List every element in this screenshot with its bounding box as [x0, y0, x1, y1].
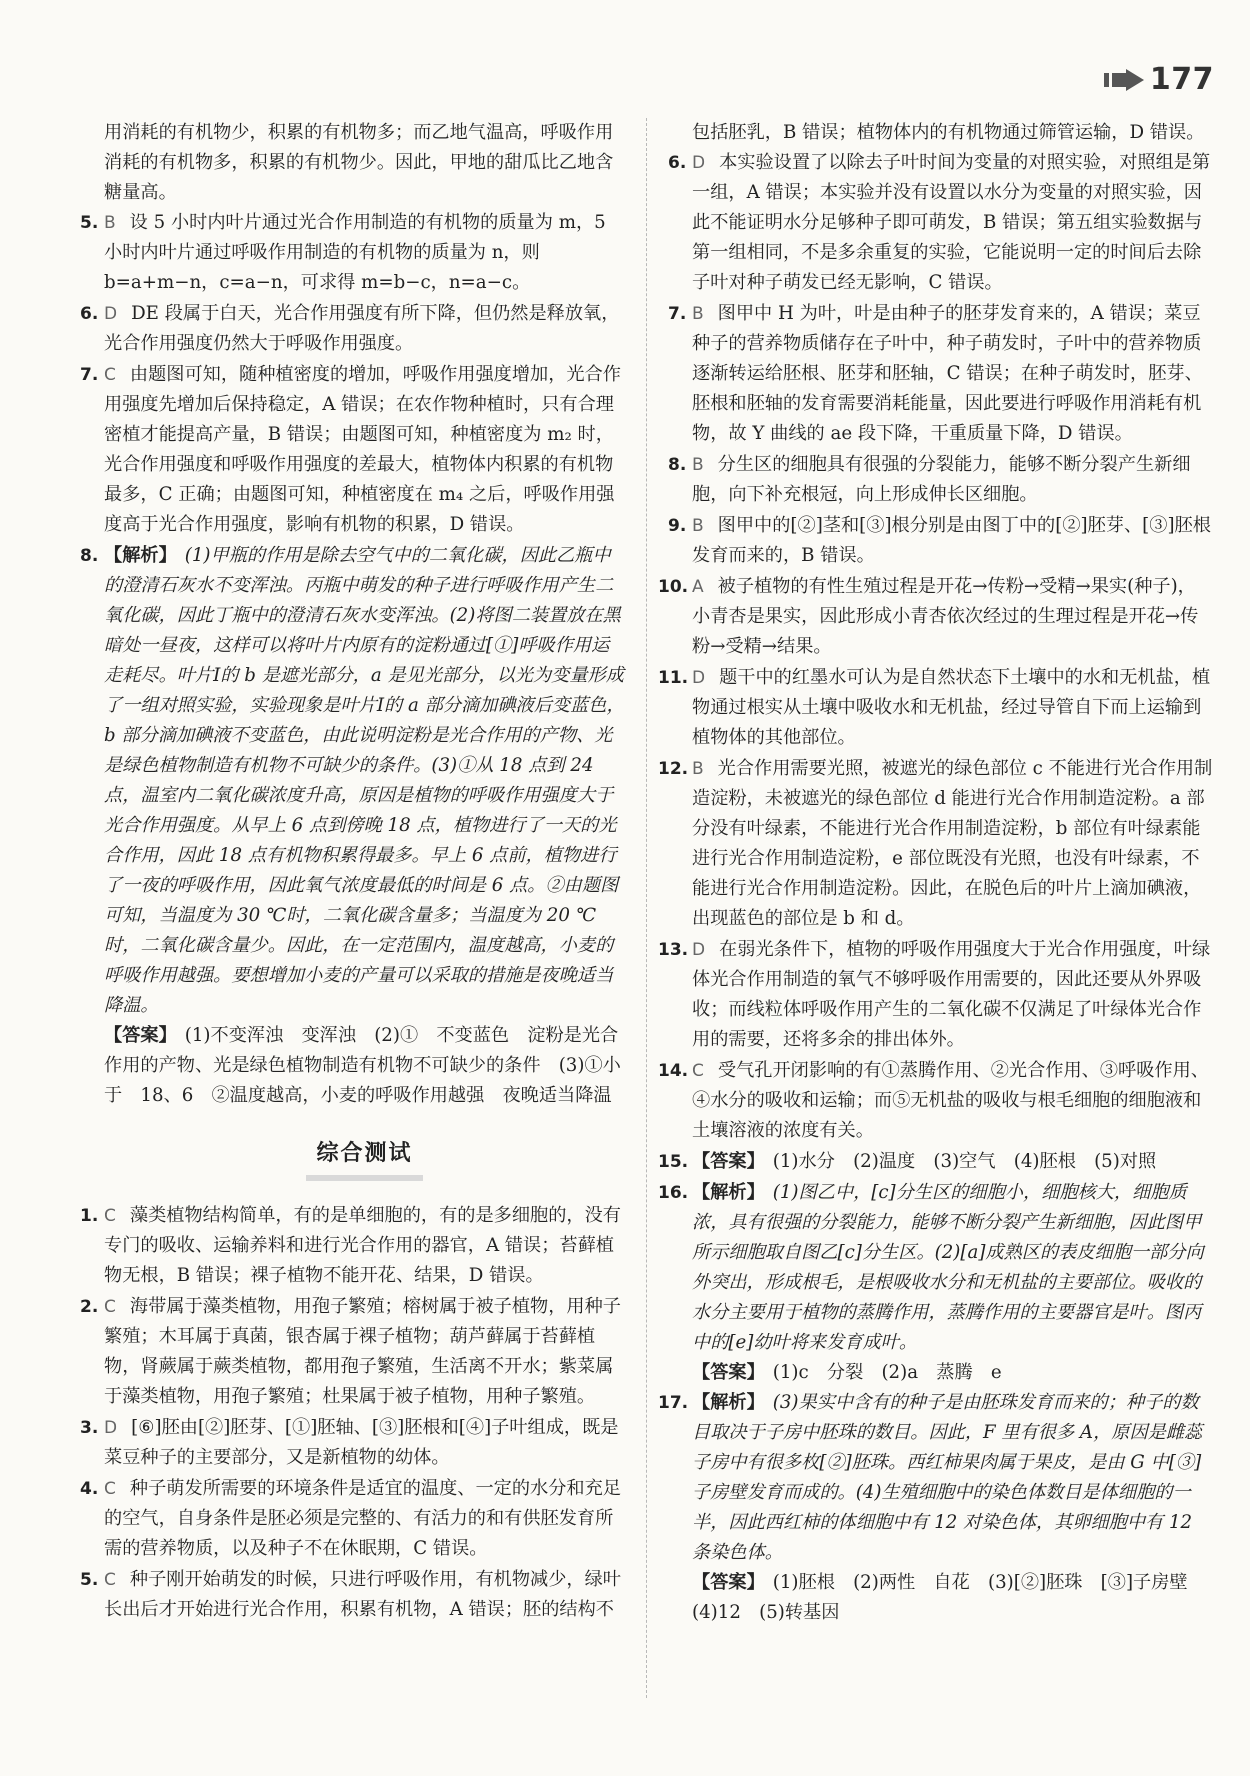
answer-8-final: 【答案】 (1)不变浑浊 变浑浊 (2)① 不变蓝色 淀粉是光合作用的产物、光是绿色植物制造有机物不可缺少的条件 (3)①小于 18、6 ②温度越高，小麦的呼吸作用越强 夜晚适当降温: [104, 1025, 621, 1106]
arrow-icon: [1104, 69, 1144, 91]
test-item-8: 8. B 分生区的细胞具有很强的分裂能力，能够不断分裂产生新细胞，向下补充根冠，向上形成伸长区细胞。: [668, 454, 1191, 505]
test-item-13: 13. D 在弱光条件下，植物的呼吸作用强度大于光合作用强度，叶绿体光合作用制造的氧气不够呼吸作用需要的，因此还要从外界吸收；而线粒体呼吸作用产生的二氧化碳不仅满足了叶绿体光合作用的需要，还将多余的排出体外。: [658, 939, 1211, 1050]
answer-item-5: 5. B 设 5 小时内叶片通过光合作用制造的有机物的质量为 m，5 小时内叶片通过呼吸作用制造的有机物的质量为 n，则 b=a+m−n，c=a−n，可求得 m=b−c，n=a−c。: [80, 212, 606, 293]
test-item-11: 11. D 题干中的红墨水可认为是自然状态下土壤中的水和无机盐，植物通过根实从土壤中吸收水和无机盐，经过导管自下而上运输到植物体的其他部位。: [658, 667, 1211, 748]
section-title: 综合测试: [80, 1137, 625, 1181]
continued-text: 用消耗的有机物少，积累的有机物多；而乙地气温高，呼吸作用消耗的有机物多，积累的有机物少。因此，甲地的甜瓜比乙地含糖量高。: [104, 122, 614, 203]
column-divider: [646, 118, 647, 1698]
test-item-7: 7. B 图甲中 H 为叶，叶是由种子的胚芽发育来的，A 错误；菜豆种子的营养物质储存在子叶中，种子萌发时，子叶中的营养物质逐渐转运给胚根、胚芽和胚轴，C 错误；在种子萌发时，胚芽、胚根和胚轴的发育需要消耗能量，因此要进行呼吸作用消耗有机物，故 Y 曲线的 ae 段下降，干重质量下降，D 错误。: [668, 303, 1203, 444]
test-item-14: 14. C 受气孔开闭影响的有①蒸腾作用、②光合作用、③呼吸作用、④水分的吸收和运输；而⑤无机盐的吸收与根毛细胞的细胞液和土壤溶液的浓度有关。: [658, 1060, 1209, 1141]
answer-item-6: 6. D DE 段属于白天，光合作用强度有所下降，但仍然是释放氧，光合作用强度仍然大于呼吸作用强度。: [80, 303, 620, 354]
test-item-5: 5. C 种子刚开始萌发的时候，只进行呼吸作用，有机物减少，绿叶长出后才开始进行光合作用，积累有机物，A 错误；胚的结构不: [80, 1569, 621, 1620]
answer-17-final: 【答案】 (1)胚根 (2)两性 自花 (3)[②]胚珠 [③]子房壁 (4)12 (5)转基因: [692, 1572, 1206, 1623]
continued-text: 包括胚乳，B 错误；植物体内的有机物通过筛管运输，D 错误。: [692, 122, 1205, 143]
test-item-15: 15. 【答案】 (1)水分 (2)温度 (3)空气 (4)胚根 (5)对照: [658, 1151, 1157, 1172]
test-item-12: 12. B 光合作用需要光照，被遮光的绿色部位 c 不能进行光合作用制造淀粉，未被遮光的绿色部位 d 能进行光合作用制造淀粉。a 部分没有叶绿素，不能进行光合作用制造淀粉，b 部位有叶绿素能进行光合作用制造淀粉，e 部位既没有光照，也没有叶绿素，不能进行光合作用制造淀粉。因此，在脱色后的叶片上滴加碘液，出现蓝色的部位是 b 和 d。: [658, 758, 1213, 929]
page-number-text: 177: [1149, 62, 1214, 97]
test-item-6: 6. D 本实验设置了以除去子叶时间为变量的对照实验，对照组是第一组，A 错误；本实验并没有设置以水分为变量的对照实验，因此不能证明水分足够种子即可萌发，B 错误；第五组实验数据与第一组相同，不是多余重复的实验，它能说明一定的时间后去除子叶对种子萌发已经无影响，C 错误。: [668, 152, 1211, 293]
test-item-2: 2. C 海带属于藻类植物，用孢子繁殖；榕树属于被子植物，用种子繁殖；木耳属于真菌，银杏属于裸子植物；葫芦藓属于苔藓植物，肾蕨属于蕨类植物，都用孢子繁殖，生活离不开水；紫菜属于藻类植物，用孢子繁殖；杜果属于被子植物，用种子繁殖。: [80, 1296, 621, 1407]
test-item-16: 16. 【解析】 (1)图乙中，[c]分生区的细胞小，细胞核大，细胞质浓，具有很强的分裂能力，能够不断分裂产生新细胞，因此图甲所示细胞取自图乙[c]分生区。(2)[a]成熟区的表皮细胞一部分向外突出，形成根毛，是根吸收水分和无机盐的主要部位。吸收的水分主要用于植物的蒸腾作用，蒸腾作用的主要器官是叶。图丙中的[e]幼叶将来发育成叶。: [658, 1182, 1204, 1353]
answer-16-final: 【答案】 (1)c 分裂 (2)a 蒸腾 e: [692, 1362, 1002, 1383]
test-item-3: 3. D [⑥]胚由[②]胚芽、[①]胚轴、[③]胚根和[④]子叶组成，既是菜豆种子的主要部分，又是新植物的幼体。: [80, 1417, 619, 1468]
answer-item-7: 7. C 由题图可知，随种植密度的增加，呼吸作用强度增加，光合作用强度先增加后保持稳定，A 错误；在农作物种植时，只有合理密植才能提高产量，B 错误；由题图可知，种植密度为 m₂ 时，光合作用强度和呼吸作用强度的差最大，植物体内积累的有机物最多，C 正确；由题图可知，种植密度在 m₄ 之后，呼吸作用强度高于光合作用强度，影响有机物的积累，D 错误。: [80, 364, 621, 535]
right-column: [658, 118, 1213, 1628]
test-item-10: 10. A 被子植物的有性生殖过程是开花→传粉→受精→果实(种子)，小青杏是果实，因此形成小青杏依次经过的生理过程是开花→传粉→受精→结果。: [658, 576, 1199, 657]
test-item-4: 4. C 种子萌发所需要的环境条件是适宜的温度、一定的水分和充足的空气，自身条件是胚必须是完整的、有活力的和有供胚发育所需的营养物质，以及种子不在休眠期，C 错误。: [80, 1478, 621, 1559]
page-number: [1104, 62, 1214, 97]
test-item-9: 9. B 图甲中的[②]茎和[③]根分别是由图丁中的[②]胚芽、[③]胚根发育而来的，B 错误。: [668, 515, 1211, 566]
left-column: [80, 118, 625, 1625]
test-item-17: 17. 【解析】 (3)果实中含有的种子是由胚珠发育而来的；种子的数目取决于子房中胚珠的数目。因此，F 里有很多 A，原因是雌蕊子房中有很多枚[②]胚珠。西红柿果肉属于果皮，是由 G 中[③]子房壁发育而成的。(4)生殖细胞中的染色体数目是体细胞的一半，因此西红柿的体细胞中有 12 对染色体，其卵细胞中有 12 条染色体。: [658, 1392, 1203, 1563]
test-item-1: 1. C 藻类植物结构简单，有的是单细胞的，有的是多细胞的，没有专门的吸收、运输养料和进行光合作用的器官，A 错误；苔藓植物无根，B 错误；裸子植物不能开花、结果，D 错误。: [80, 1205, 621, 1286]
answer-item-8: 8. 【解析】 (1)甲瓶的作用是除去空气中的二氧化碳，因此乙瓶中的澄清石灰水不变浑浊。丙瓶中萌发的种子进行呼吸作用产生二氧化碳，因此丁瓶中的澄清石灰水变浑浊。(2)将图二装置放在黑暗处一昼夜，这样可以将叶片内原有的淀粉通过[①]呼吸作用运走耗尽。叶片Ⅰ的 b 是遮光部分，a 是见光部分，以光为变量形成了一组对照实验，实验现象是叶片Ⅰ的 a 部分滴加碘液后变蓝色，b 部分滴加碘液不变蓝色，由此说明淀粉是光合作用的产物、光是绿色植物制造有机物不可缺少的条件。(3)①从 18 点到 24 点，温室内二氧化碳浓度升高，原因是植物的呼吸作用强度大于光合作用强度。从早上 6 点到傍晚 18 点，植物进行了一天的光合作用，因此 18 点有机物积累得最多。早上 6 点前，植物进行了一夜的呼吸作用，因此氧气浓度最低的时间是 6 点。②由题图可知，当温度为 30 ℃时，二氧化碳含量多；当温度为 20 ℃时，二氧化碳含量少。因此，在一定范围内，温度越高，小麦的呼吸作用越强。要想增加小麦的产量可以采取的措施是夜晚适当降温。: [80, 545, 625, 1016]
